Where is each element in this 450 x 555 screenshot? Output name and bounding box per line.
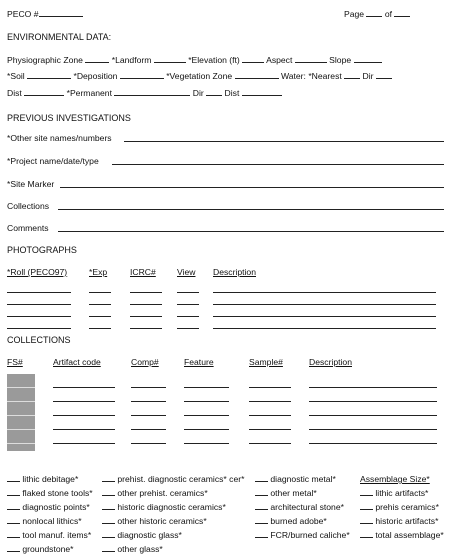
photo-log-line[interactable] [213,316,436,317]
other-site-names-line[interactable] [124,141,444,142]
elevation-label: *Elevation (ft) [188,55,240,65]
checklist-blank[interactable] [102,488,115,496]
checklist-item-label: nonlocal lithics* [22,516,82,526]
collection-log-line[interactable] [249,401,291,402]
collection-log-line[interactable] [309,387,437,388]
fs-cell-divider [7,429,35,430]
photo-log-line[interactable] [177,316,199,317]
photo-log-line[interactable] [130,292,162,293]
site-marker-label: *Site Marker [7,179,55,189]
permanent-dist-label: Dist [224,88,240,98]
collection-log-line[interactable] [131,401,166,402]
collection-log-line[interactable] [249,415,291,416]
photo-log-line[interactable] [7,292,71,293]
photo-log-line[interactable] [213,328,436,329]
checklist-item-label: diagnostic metal* [270,474,336,484]
checklist-blank[interactable] [102,516,115,524]
soil-label: *Soil [7,71,25,81]
checklist-item-label: tool manuf. items* [22,530,92,540]
checklist-item[interactable] [7,502,90,512]
env-row-2 [7,71,392,81]
checklist-item[interactable] [360,530,444,540]
checklist-item[interactable] [102,474,244,484]
checklist-blank[interactable] [255,530,268,538]
slope-label: Slope [329,55,352,65]
checklist-item[interactable] [102,530,182,540]
elevation-blank[interactable] [242,55,264,63]
collection-log-line[interactable] [184,415,229,416]
checklist-item-label: other prehist. ceramics* [117,488,208,498]
checklist-blank[interactable] [102,530,115,538]
page-label: Page [344,9,365,19]
collection-log-line[interactable] [131,429,166,430]
checklist-blank[interactable] [360,502,373,510]
checklist-blank[interactable] [255,516,268,524]
photo-log-line[interactable] [89,304,111,305]
photo-log-line[interactable] [130,316,162,317]
photo-log-line[interactable] [7,304,71,305]
site-marker-line[interactable] [60,187,444,188]
physiographic-zone-blank[interactable] [85,55,109,63]
permanent-dist-blank[interactable] [242,88,282,96]
photo-col-exp: *Exp [89,267,108,277]
checklist-item-label: prehist. diagnostic ceramics* cer* [117,474,245,484]
aspect-label: Aspect [266,55,293,65]
coll-col-comp: Comp# [131,357,159,367]
water-dir-label: Dir [362,71,374,81]
checklist-item-label: flaked stone tools* [22,488,93,498]
fs-cell-divider [7,443,35,444]
checklist-item[interactable] [7,544,74,554]
checklist-item-label: groundstone* [22,544,74,554]
checklist-item[interactable] [7,488,93,498]
checklist-item[interactable] [360,488,428,498]
photo-log-line[interactable] [7,316,71,317]
checklist-item[interactable] [255,502,344,512]
collection-log-line[interactable] [309,401,437,402]
collection-log-line[interactable] [249,429,291,430]
checklist-blank[interactable] [7,474,20,482]
collection-log-line[interactable] [309,429,437,430]
checklist-blank[interactable] [7,530,20,538]
photo-log-line[interactable] [130,304,162,305]
aspect-blank[interactable] [295,55,327,63]
collection-log-line[interactable] [184,429,229,430]
collection-log-line[interactable] [184,443,229,444]
env-row-1 [7,55,382,65]
checklist-item-label: FCR/burned caliche* [270,530,350,540]
photo-log-line[interactable] [89,292,111,293]
checklist-item-label: historic diagnostic ceramics* [117,502,226,512]
checklist-item[interactable] [360,502,439,512]
water-nearest-blank[interactable] [344,71,360,79]
environmental-title: ENVIRONMENTAL DATA: [7,32,112,42]
collections-line[interactable] [58,209,444,210]
deposition-blank[interactable] [120,71,164,79]
page-number-blank[interactable] [366,9,382,17]
collection-log-line[interactable] [131,415,166,416]
collection-log-line[interactable] [249,443,291,444]
checklist-item-label: total assemblage* [375,530,444,540]
page-counter [344,9,410,19]
permanent-dir-label: Dir [192,88,204,98]
comments-line[interactable] [58,231,444,232]
peco-number-label: PECO # [7,9,39,19]
collection-log-line[interactable] [53,387,115,388]
coll-col-artifact-code: Artifact code [53,357,101,367]
slope-blank[interactable] [354,55,382,63]
photo-col-description: Description [213,267,256,277]
collection-log-line[interactable] [53,401,115,402]
checklist-blank[interactable] [360,516,373,524]
checklist-item[interactable] [7,474,78,484]
checklist-blank[interactable] [102,544,115,552]
coll-col-feature: Feature [184,357,214,367]
nearest-dist-blank[interactable] [24,88,64,96]
photo-log-line[interactable] [130,328,162,329]
photo-log-line[interactable] [89,316,111,317]
fs-cell-divider [7,401,35,402]
checklist-item[interactable] [102,544,163,554]
checklist-item[interactable] [255,488,317,498]
env-row-3 [7,88,282,98]
landform-label: *Landform [111,55,152,65]
checklist-item-label: burned adobe* [270,516,327,526]
previous-investigations-title: PREVIOUS INVESTIGATIONS [7,113,131,123]
checklist-item-label: prehis ceramics* [375,502,439,512]
checklist-item[interactable] [255,474,336,484]
collection-log-line[interactable] [184,387,229,388]
permanent-blank[interactable] [114,88,190,96]
photo-col-roll: *Roll (PECO97) [7,267,68,277]
physiographic-zone-label: Physiographic Zone [7,55,83,65]
checklist-blank[interactable] [102,474,115,482]
checklist-blank[interactable] [7,502,20,510]
other-site-names-label: *Other site names/numbers [7,133,112,143]
photo-log-line[interactable] [89,328,111,329]
checklist-item[interactable] [360,516,438,526]
checklist-blank[interactable] [7,516,20,524]
collection-log-line[interactable] [309,415,437,416]
fs-number-shaded-cells [7,374,35,451]
collections-title: COLLECTIONS [7,335,71,345]
of-label: of [384,9,393,19]
checklist-item-label: diagnostic glass* [117,530,182,540]
fs-cell-divider [7,387,35,388]
checklist-item-label: lithic debitage* [22,474,79,484]
permanent-dir-blank[interactable] [206,88,222,96]
checklist-item[interactable] [255,530,350,540]
photo-col-view: View [177,267,196,277]
checklist-blank[interactable] [7,544,20,552]
page-total-blank[interactable] [394,9,410,17]
checklist-item-label: architectural stone* [270,502,344,512]
photo-log-line[interactable] [7,328,71,329]
collection-log-line[interactable] [131,443,166,444]
checklist-blank[interactable] [255,502,268,510]
photo-log-line[interactable] [177,292,199,293]
checklist-item[interactable] [7,516,82,526]
checklist-blank[interactable] [102,502,115,510]
vegetation-zone-blank[interactable] [235,71,279,79]
soil-blank[interactable] [27,71,71,79]
photographs-title: PHOTOGRAPHS [7,245,77,255]
checklist-item-label: lithic artifacts* [375,488,429,498]
vegetation-zone-label: *Vegetation Zone [166,71,233,81]
water-nearest-label: Water: *Nearest [280,71,342,81]
collection-log-line[interactable] [131,387,166,388]
checklist-blank[interactable] [360,530,373,538]
checklist-item-label: other metal* [270,488,317,498]
collection-log-line[interactable] [184,401,229,402]
comments-label: Comments [7,223,49,233]
photo-log-line[interactable] [213,304,436,305]
photo-col-icrc: ICRC# [130,267,156,277]
assemblage-size-title: Assemblage Size* [360,474,430,484]
permanent-label: *Permanent [66,88,112,98]
coll-col-sample: Sample# [249,357,283,367]
coll-col-description: Description [309,357,352,367]
checklist-item[interactable] [102,502,226,512]
checklist-blank[interactable] [255,474,268,482]
checklist-item-label: historic artifacts* [375,516,439,526]
coll-col-fs: FS# [7,357,23,367]
collection-log-line[interactable] [53,415,115,416]
collection-log-line[interactable] [249,387,291,388]
collections-label: Collections [7,201,50,211]
checklist-blank[interactable] [255,488,268,496]
photo-log-line[interactable] [177,304,199,305]
deposition-label: *Deposition [73,71,118,81]
fs-cell-divider [7,415,35,416]
checklist-item[interactable] [255,516,327,526]
nearest-dist-label: Dist [7,88,22,98]
water-dir-blank[interactable] [376,71,392,79]
checklist-blank[interactable] [360,488,373,496]
checklist-item[interactable] [7,530,91,540]
checklist-item[interactable] [102,488,208,498]
peco-number-field[interactable] [7,9,83,19]
checklist-blank[interactable] [7,488,20,496]
landform-blank[interactable] [154,55,186,63]
checklist-item-label: other glass* [117,544,163,554]
collection-log-line[interactable] [53,429,115,430]
collection-log-line[interactable] [53,443,115,444]
checklist-item-label: diagnostic points* [22,502,90,512]
project-name-label: *Project name/date/type [7,156,99,166]
checklist-item[interactable] [102,516,207,526]
collection-log-line[interactable] [309,443,437,444]
photo-log-line[interactable] [213,292,436,293]
photo-log-line[interactable] [177,328,199,329]
checklist-item-label: other historic ceramics* [117,516,207,526]
project-name-line[interactable] [112,164,444,165]
